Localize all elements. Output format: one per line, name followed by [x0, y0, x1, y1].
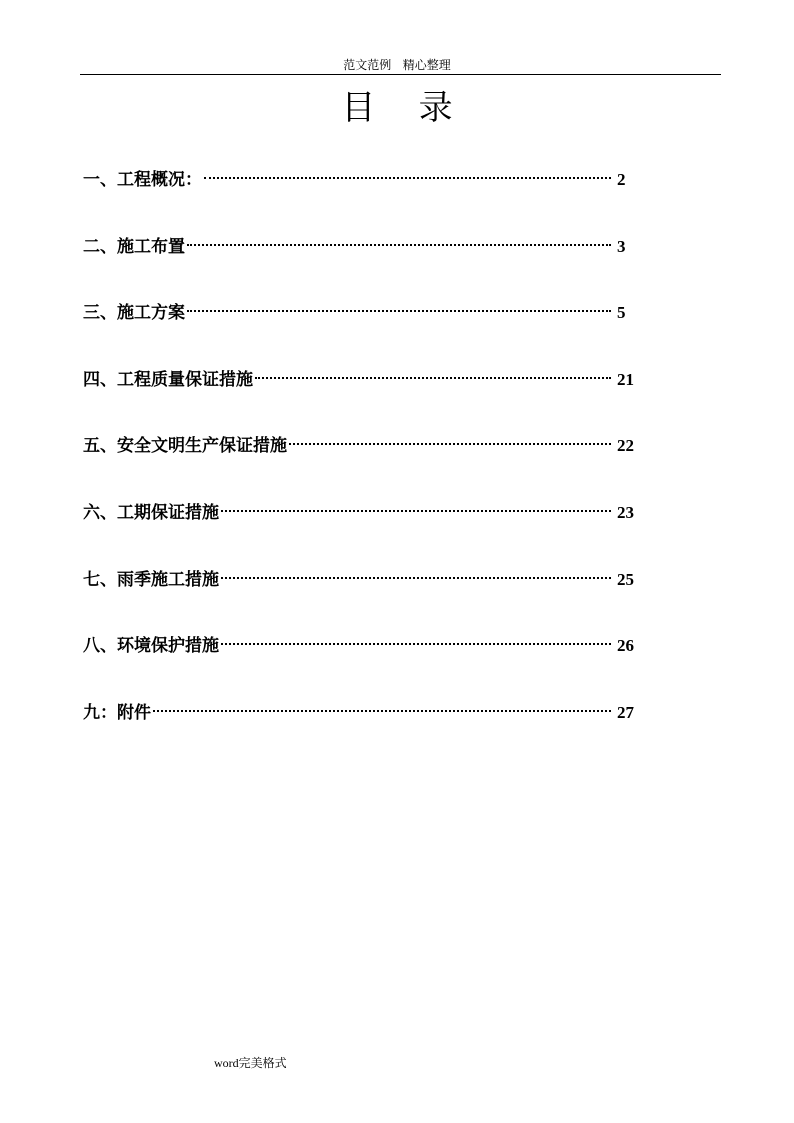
- toc-dot-leader: [255, 377, 611, 379]
- toc-entry-page: 5: [617, 303, 626, 323]
- toc-entry-6[interactable]: [83, 501, 643, 568]
- header-divider: [80, 74, 721, 75]
- toc-entry-label: 五、安全文明生产保证措施: [83, 436, 287, 457]
- toc-entry-label: 三、施工方案: [83, 303, 185, 324]
- toc-entry-page: 23: [617, 502, 634, 522]
- toc-entry-3[interactable]: [83, 301, 643, 368]
- toc-dot-leader: [221, 577, 611, 579]
- toc-entry-1[interactable]: [83, 168, 643, 235]
- toc-entry-page: 2: [617, 170, 626, 189]
- toc-entry-page: 25: [617, 569, 634, 589]
- toc-entry-page: 22: [617, 436, 634, 456]
- toc-entry-page: 26: [617, 636, 634, 656]
- toc-entry-label: 二、施工布置: [83, 236, 185, 257]
- toc-dot-leader: [187, 244, 611, 246]
- toc-entry-label: 四、工程质量保证措施: [83, 369, 253, 390]
- table-of-contents: [83, 168, 643, 767]
- page-footer: word完美格式: [214, 1056, 287, 1070]
- toc-dot-leader: [204, 177, 611, 179]
- toc-entry-label: 九：附件: [83, 702, 151, 723]
- toc-entry-label: 六、工期保证措施: [83, 502, 219, 523]
- toc-entry-7[interactable]: [83, 568, 643, 635]
- toc-dot-leader: [153, 710, 611, 712]
- toc-entry-label: 七、雨季施工措施: [83, 569, 219, 590]
- toc-entry-label: 八、环境保护措施: [83, 636, 219, 657]
- toc-entry-page: 3: [617, 236, 626, 256]
- toc-entry-9[interactable]: [83, 701, 643, 768]
- toc-dot-leader: [221, 643, 611, 645]
- toc-entry-2[interactable]: [83, 235, 643, 302]
- toc-entry-8[interactable]: [83, 634, 643, 701]
- toc-entry-5[interactable]: [83, 434, 643, 501]
- toc-dot-leader: [187, 310, 611, 312]
- toc-entry-4[interactable]: [83, 368, 643, 435]
- toc-entry-page: 27: [617, 702, 634, 722]
- toc-entry-page: 21: [617, 369, 634, 389]
- toc-dot-leader: [221, 510, 611, 512]
- toc-title: 目 录: [341, 88, 453, 128]
- toc-entry-label: 一、工程概况：: [83, 170, 202, 190]
- page-header: 范文范例 精心整理: [343, 58, 451, 72]
- toc-dot-leader: [289, 443, 611, 445]
